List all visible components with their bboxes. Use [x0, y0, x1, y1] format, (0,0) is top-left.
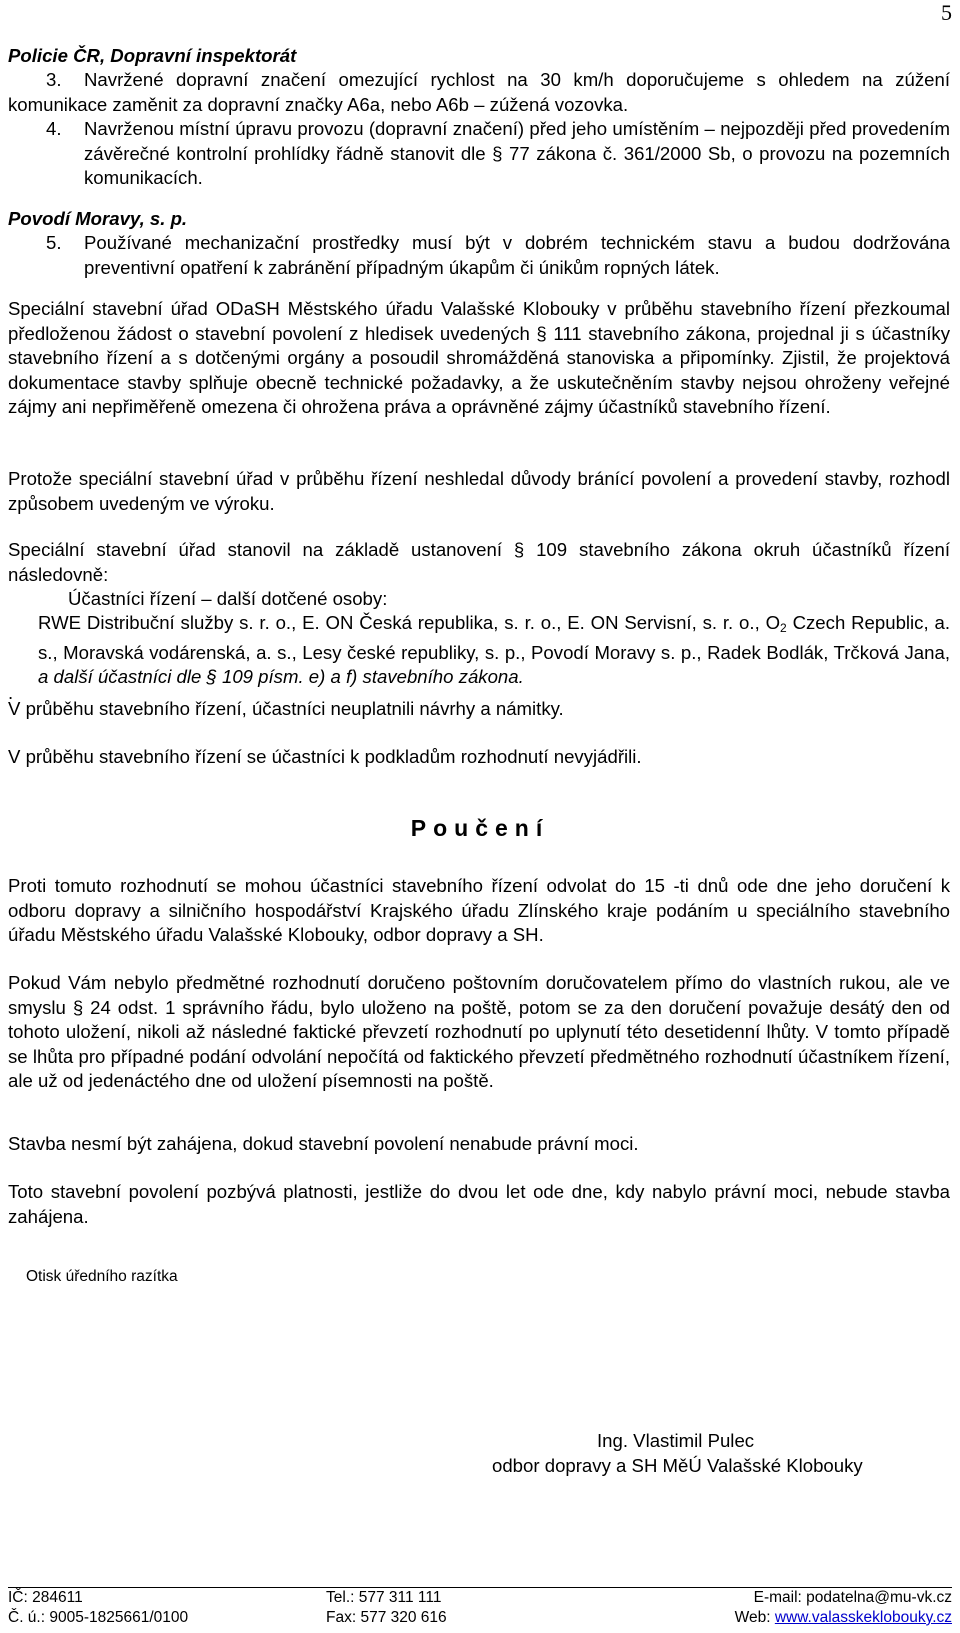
paragraph-no-statement: V průběhu stavebního řízení se účastníci k podkladům rozhodnutí nevyjádřili. [8, 746, 642, 767]
footer-email: E-mail: podatelna@mu-vk.cz [753, 1589, 952, 1606]
participants-list-part-a: RWE Distribuční služby s. r. o., E. ON Česká republika, s. r. o., E. ON Servisní, s. r. o., O [38, 612, 781, 633]
subscript-2: 2 [780, 621, 787, 635]
footer-left [8, 1588, 188, 1628]
paragraph-review: Speciální stavební úřad ODaSH Městského úřadu Valašské Klobouky v průběhu stavebního řízení přezkoumal předloženou žádost o stavební povolení z hledisek uvedených § 111 stavebního zákona, projednal ji s účastníky stavebního řízení a s dotčenými orgány a posoudil shromážděná stanoviska a připomínky. Zjistil, že projektová dokumentace stavby splňuje obecně technické požadavky, a že uskutečněním stavby nejsou ohroženy veřejné zájmy ani nepřiměřeně omezena či ohrožena práva a oprávněné zájmy účastníků stavebního řízení. [8, 298, 950, 417]
footer-tel: Tel.: 577 311 111 [326, 1589, 442, 1606]
paragraph-delivery: Pokud Vám nebylo předmětné rozhodnutí doručeno poštovním doručovatelem přímo do vlastních rukou, ale ve smyslu § 24 odst. 1 správního řádu, bylo uloženo na poště, potom se za den doručení považuje desátý den od tohoto uložení, nikoli až následné faktické převzetí rozhodnutí po uplynutí této desetidenní lhůty. V tomto případě se lhůta pro případné podání odvolání nepočítá od faktického převzetí předmětného rozhodnutí účastníkem řízení, ale už od jedenáctého dne od uložení písemnosti na poště. [8, 972, 950, 1091]
item-text-content: Navržené dopravní značení omezující rychlost na 30 km/h doporučujeme s ohledem na zúžení komunikace zaměnit za dopravní značky A6a, nebo A6b – zúžená vozovka. [8, 69, 950, 115]
item-text: Používané mechanizační prostředky musí být v dobrém technickém stavu a budou dodržována preventivní opatření k zabránění případným úkapům či únikům ropných látek. [84, 232, 950, 278]
footer-fax: Fax: 577 320 616 [326, 1609, 447, 1626]
signature-block [0, 1428, 960, 1478]
paragraph-decision: Protože speciální stavební úřad v průběhu řízení neshledal důvody bránící povolení a provedení stavby, rozhodl způsobem uvedeným ve výroku. [8, 468, 950, 514]
signatory-name: Ing. Vlastimil Pulec [597, 1430, 755, 1451]
condition-item-3 [8, 68, 950, 117]
page-number: 5 [941, 0, 952, 25]
footer-web-link[interactable]: www.valasskeklobouky.cz [774, 1609, 952, 1626]
pouceni-heading: Poučení [410, 815, 550, 841]
footer-right [735, 1588, 952, 1628]
footer-center [326, 1588, 447, 1628]
footer-account: Č. ú.: 9005-1825661/0100 [8, 1609, 189, 1626]
paragraph-validity: Toto stavební povolení pozbývá platnosti, jestliže do dvou let ode dne, kdy nabylo právní moci, nebude stavba zahájena. [8, 1181, 950, 1227]
condition-item-4 [8, 117, 950, 191]
stamp-label: Otisk úředního razítka [26, 1268, 178, 1285]
condition-item-5 [8, 231, 950, 280]
footer-ic: IČ: 284611 [8, 1589, 83, 1606]
footer-web-label: Web: [734, 1609, 775, 1626]
item-text [8, 68, 950, 117]
paragraph-appeal: Proti tomuto rozhodnutí se mohou účastníci stavebního řízení odvolat do 15 -ti dnů ode dne jeho doručení k odboru dopravy a silničního hospodářství Krajského úřadu Zlínského kraje podáním u speciálního stavebního úřadu Městského úřadu Valašské Klobouky, odbor dopravy a SH. [8, 875, 950, 945]
paragraph-start: Stavba nesmí být zahájena, dokud stavební povolení nenabude právní moci. [8, 1133, 639, 1154]
footer-web [735, 1608, 952, 1628]
povodi-heading: Povodí Moravy, s. p. [8, 208, 188, 229]
item-number: 4. [46, 118, 62, 139]
participants-list-part-b: Czech Republic, a. s., Moravská vodárenská, a. s., Lesy české republiky, s. p., Povodí Moravy s. p., Radek Bodlák, Trčková Jana, [38, 612, 950, 663]
dot: . [8, 682, 14, 703]
signatory-department: odbor dopravy a SH MěÚ Valašské Klobouky [492, 1455, 863, 1476]
paragraph-participants: Speciální stavební úřad stanovil na základě ustanovení § 109 stavebního zákona okruh účastníků řízení následovně: [8, 539, 950, 585]
police-heading: Policie ČR, Dopravní inspektorát [8, 45, 297, 66]
item-text: Navrženou místní úpravu provozu (dopravní značení) před jeho umístěním – nejpozději před provedením závěrečné kontrolní prohlídky řádně stanovit dle § 77 zákona č. 361/2000 Sb, o provozu na pozemních komunikacích. [84, 118, 950, 188]
paragraph-no-objections: V průběhu stavebního řízení, účastníci neuplatnili návrhy a námitky. [8, 698, 564, 719]
participants-list [38, 611, 950, 690]
participants-italic-note: a další účastníci dle § 109 písm. e) a f) stavebního zákona. [38, 666, 524, 687]
item-number: 3. [46, 69, 62, 90]
participants-label: Účastníci řízení – další dotčené osoby: [68, 588, 388, 609]
item-number: 5. [46, 232, 62, 253]
